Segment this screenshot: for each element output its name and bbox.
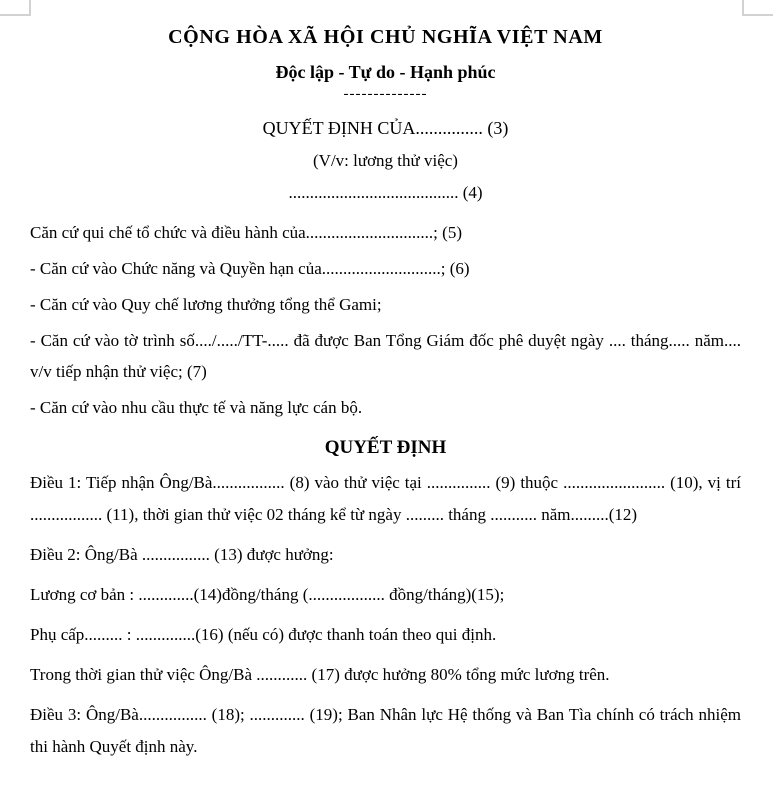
national-title: CỘNG HÒA XÃ HỘI CHỦ NGHĨA VIỆT NAM: [168, 26, 603, 48]
article-2-allowance-line: Phụ cấp......... : ..............(16) (nếu có) được thanh toán theo qui định.: [30, 625, 497, 644]
article-3: Điều 3: Ông/Bà................ (18); ............. (19); Ban Nhân lực Hệ thống và Ban Tìa chính có trách nhiệm thi hành Quyết định này.: [30, 705, 741, 756]
article-2-probation-rate-line: Trong thời gian thử việc Ông/Bà ............ (17) được hưởng 80% tổng mức lương trên.: [30, 665, 610, 684]
preamble-line-4: - Căn cứ vào tờ trình số..../...../TT-..... đã được Ban Tổng Giám đốc phê duyệt ngày .... tháng..... năm.... v/v tiếp nhận thử việc; (7): [30, 331, 741, 381]
motto-divider: --------------: [343, 86, 428, 102]
article-2-salary-line: Lương cơ bản : .............(14)đồng/tháng (.................. đồng/tháng)(15);: [30, 585, 505, 604]
decision-heading: QUYẾT ĐỊNH: [324, 437, 447, 458]
article-1: Điều 1: Tiếp nhận Ông/Bà................. (8) vào thử việc tại ............... (9) thuộc ........................ (10), vị trí ................. (11), thời gian thử việc 02 tháng kể từ ngày ......... tháng ........... năm.........(12): [30, 473, 741, 524]
decision-title: QUYẾT ĐỊNH CỦA............... (3): [262, 118, 509, 138]
national-motto: Độc lập - Tự do - Hạnh phúc: [275, 62, 496, 82]
preamble-line-3: - Căn cứ vào Quy chế lương thưởng tổng thể Gami;: [30, 295, 382, 314]
decision-subject: (V/v: lương thử việc): [313, 151, 458, 170]
preamble-line-1: Căn cứ qui chế tổ chức và điều hành của..............................; (5): [30, 223, 462, 242]
preamble-line-5: - Căn cứ vào nhu cầu thực tế và năng lực cán bộ.: [30, 398, 363, 417]
page-corner-marker-top-right: [742, 0, 773, 16]
issuer-dotted-line: ........................................ (4): [288, 183, 483, 202]
article-2: Điều 2: Ông/Bà ................ (13) được hưởng:: [30, 545, 334, 564]
preamble-line-2: - Căn cứ vào Chức năng và Quyền hạn của............................; (6): [30, 259, 470, 278]
page-corner-marker-top-left: [0, 0, 31, 16]
